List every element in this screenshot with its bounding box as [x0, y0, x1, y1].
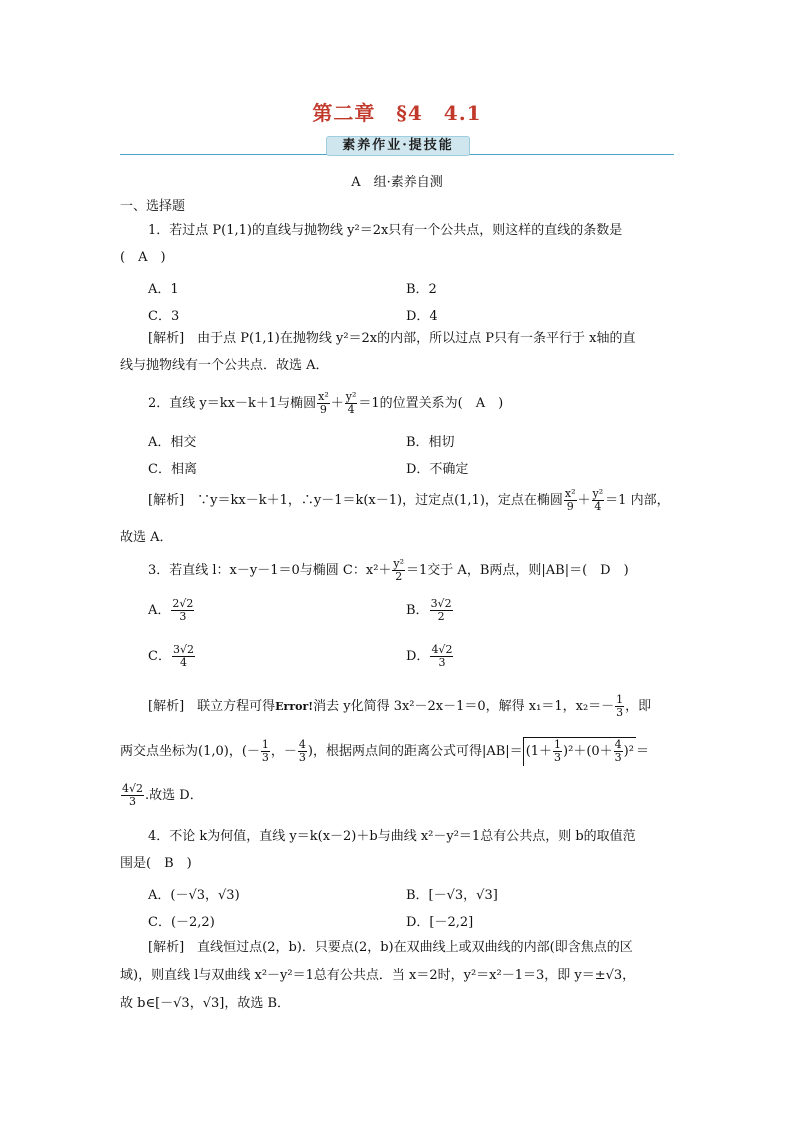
- q2-sol-plus: ＋: [577, 493, 591, 508]
- q4-option-a: A．(－√3，√3): [148, 888, 240, 903]
- q3-sqrt-frac-2-den: 3: [614, 751, 622, 764]
- q3-opt-a-frac: [171, 598, 194, 623]
- q3-sqrt-c: )²: [623, 744, 634, 759]
- q3-sol-frac-a-num: 1: [261, 738, 269, 751]
- q3-solution-line-3: [120, 782, 203, 810]
- q1-text-b: P(1,1)的直线与抛物线: [212, 223, 343, 238]
- q4-option-c: C．(－2,2): [148, 915, 215, 930]
- q2-frac1-num: x²: [318, 390, 329, 403]
- question-2-stem: [148, 390, 503, 418]
- page-title: 第二章 §4 4.1: [312, 101, 482, 125]
- question-1-answer: ( A ): [120, 250, 166, 265]
- q3-frac-num: y²: [393, 557, 405, 570]
- q3-sqrt-frac-1: [553, 739, 562, 764]
- q3-sol-1c: ，即: [625, 699, 652, 714]
- q3-sol-result-frac: [121, 783, 144, 808]
- q3-sol-frac-x2: [615, 694, 624, 719]
- q2-option-d: D．不确定: [406, 462, 469, 477]
- q3-fraction: [392, 558, 405, 583]
- q1-option-c: C．3: [148, 309, 180, 324]
- q1-text-c: y²＝2x只有一个公共点，则这样的直线的条数是: [347, 223, 623, 238]
- question-3-stem: [148, 557, 629, 585]
- q2-option-b: B．相切: [406, 435, 455, 450]
- q3-sol-frac-b: [298, 739, 307, 764]
- q3-opt-b-den: 2: [437, 610, 445, 623]
- q3-opt-a-den: 3: [179, 610, 187, 623]
- q3-sqrt-frac-1-num: 1: [554, 738, 562, 751]
- q3-sol-2c: )，根据两点间的距离公式可得|AB|＝: [307, 744, 523, 759]
- q3-sol-2a: 两交点坐标为(1,0)，(－: [120, 744, 260, 759]
- q4-solution-line-2: 域)，则直线 l与双曲线 x²－y²＝1总有公共点．当 x＝2时，y²＝x²－1＝3，即 y＝±√3，: [120, 968, 636, 983]
- q4-option-d: D．[－2,2]: [406, 915, 474, 930]
- group-heading: A 组·素养自测: [351, 175, 443, 190]
- question-1-stem: [148, 223, 622, 239]
- q2-frac2-num: y²: [345, 390, 357, 403]
- q3-sqrt-b: )²＋(0＋: [563, 744, 613, 759]
- q3-opt-d-num: 4√2: [431, 643, 453, 656]
- q3-sol-frac-x2-den: 3: [616, 706, 624, 719]
- q2-sol-frac2-num: y²: [592, 487, 604, 500]
- q2-sol-frac1-num: x²: [564, 487, 576, 500]
- q2-stem-b: ＝1的位置关系为( A ): [358, 396, 504, 411]
- q2-frac1-den: 9: [319, 403, 327, 416]
- section-banner: [120, 132, 674, 162]
- q3-sol-3: .故选 D．: [145, 788, 203, 803]
- q2-solution-a: [解析] ∵y＝kx－k＋1，∴y－1＝k(x－1)，过定点(1,1)，定点在椭圆: [148, 493, 563, 508]
- q2-fraction-y: [345, 391, 358, 416]
- q2-sol-fraction-x: [564, 488, 577, 513]
- q3-opt-c-frac: [172, 644, 195, 669]
- q3-opt-c-num: 3√2: [172, 643, 194, 656]
- q3-sqrt-frac-2: [614, 739, 623, 764]
- q2-option-c: C．相离: [148, 462, 197, 477]
- q3-opt-c-label: C．: [148, 649, 171, 664]
- q2-fraction-x: [317, 391, 330, 416]
- q1-option-b: B．2: [406, 282, 437, 297]
- q2-frac2-den: 4: [347, 403, 355, 416]
- q3-sol-frac-a: [261, 739, 270, 764]
- q3-sol-result-num: 4√2: [122, 782, 144, 795]
- q3-solution-line-1: [148, 693, 651, 721]
- q1-option-a: A．1: [148, 282, 179, 297]
- question-4-stem-line-1: 4．不论 k为何值，直线 y＝k(x－2)＋b与曲线 x²－y²＝1总有公共点，则 b的取值范: [148, 829, 636, 844]
- q1-solution-line-1: [解析] 由于点 P(1,1)在抛物线 y²＝2x的内部，所以过点 P只有一条平行于 x轴的直: [148, 331, 636, 346]
- q3-sol-2d: ＝: [635, 744, 649, 759]
- q3-sol-result-den: 3: [129, 795, 136, 808]
- section-title: 一、选择题: [120, 199, 186, 214]
- q3-opt-b-label: B．: [406, 603, 429, 618]
- q4-solution-line-3: 故 b∈[－√3，√3]，故选 B．: [120, 996, 291, 1011]
- q3-sqrt-frac-1-den: 3: [554, 751, 562, 764]
- q3-opt-c-den: 4: [179, 656, 187, 669]
- q2-solution-b: ＝1 内部，: [605, 493, 670, 508]
- q3-opt-a-num: 2√2: [172, 597, 194, 610]
- q2-solution-line-2: 故选 A．: [120, 530, 173, 545]
- q4-solution-line-1: [解析] 直线恒过点(2，b)．只要点(2，b)在双曲线上或双曲线的内部(即含焦点的区: [148, 940, 633, 955]
- q3-opt-d-label: D．: [406, 649, 430, 664]
- q2-plus: ＋: [330, 396, 344, 411]
- q2-sol-frac2-den: 4: [594, 500, 602, 513]
- question-4-stem-line-2: 围是( B ): [120, 856, 192, 871]
- q3-sqrt-frac-2-num: 4: [614, 738, 622, 751]
- q3-sol-frac-a-den: 3: [261, 751, 269, 764]
- q1-option-d: D．4: [406, 309, 438, 324]
- q3-opt-b-num: 3√2: [430, 597, 452, 610]
- q3-opt-b-frac: [430, 598, 453, 623]
- banner-label: 素养作业·提技能: [326, 136, 470, 156]
- q3-stem-a: 3．若直线 l：x－y－1＝0与椭圆 C：x²＋: [148, 563, 392, 578]
- q3-sqrt-expression: [523, 737, 636, 766]
- q3-option-b: [406, 598, 454, 623]
- q3-sqrt-a: (1＋: [525, 744, 553, 759]
- q3-sol-frac-x2-num: 1: [616, 693, 624, 706]
- q2-solution-line-1: [148, 487, 670, 515]
- q2-sol-fraction-y: [592, 488, 605, 513]
- q1-solution-line-2: 线与抛物线有一个公共点．故选 A．: [120, 358, 329, 373]
- q3-sol-1b: 消去 y化简得 3x²－2x－1＝0，解得 x₁＝1，x₂＝－: [313, 699, 615, 714]
- q3-option-d: [406, 644, 454, 669]
- q1-text-a: 1．若过点: [148, 223, 209, 238]
- q3-opt-d-frac: [430, 644, 453, 669]
- q3-frac-den: 2: [395, 570, 403, 583]
- q4-option-b: B．[－√3，√3]: [406, 888, 498, 903]
- q2-option-a: A．相交: [148, 435, 197, 450]
- q3-solution-line-2: [120, 737, 649, 766]
- q2-sol-frac1-den: 9: [566, 500, 574, 513]
- q3-opt-a-label: A．: [148, 603, 171, 618]
- q3-option-c: [148, 644, 196, 669]
- q3-sol-2b: ，－: [270, 744, 297, 759]
- q3-stem-b: ＝1交于 A，B两点，则|AB|＝( D ): [406, 563, 629, 578]
- q3-opt-d-den: 3: [438, 656, 446, 669]
- q2-stem-a: 2．直线 y＝kx－k＋1与椭圆: [148, 396, 317, 411]
- q3-sol-1a: [解析] 联立方程可得: [148, 699, 276, 714]
- q3-sol-frac-b-den: 3: [298, 751, 306, 764]
- q3-sol-frac-b-num: 4: [298, 738, 306, 751]
- q3-option-a: [148, 598, 195, 623]
- q3-sol-error: Error!: [275, 700, 314, 713]
